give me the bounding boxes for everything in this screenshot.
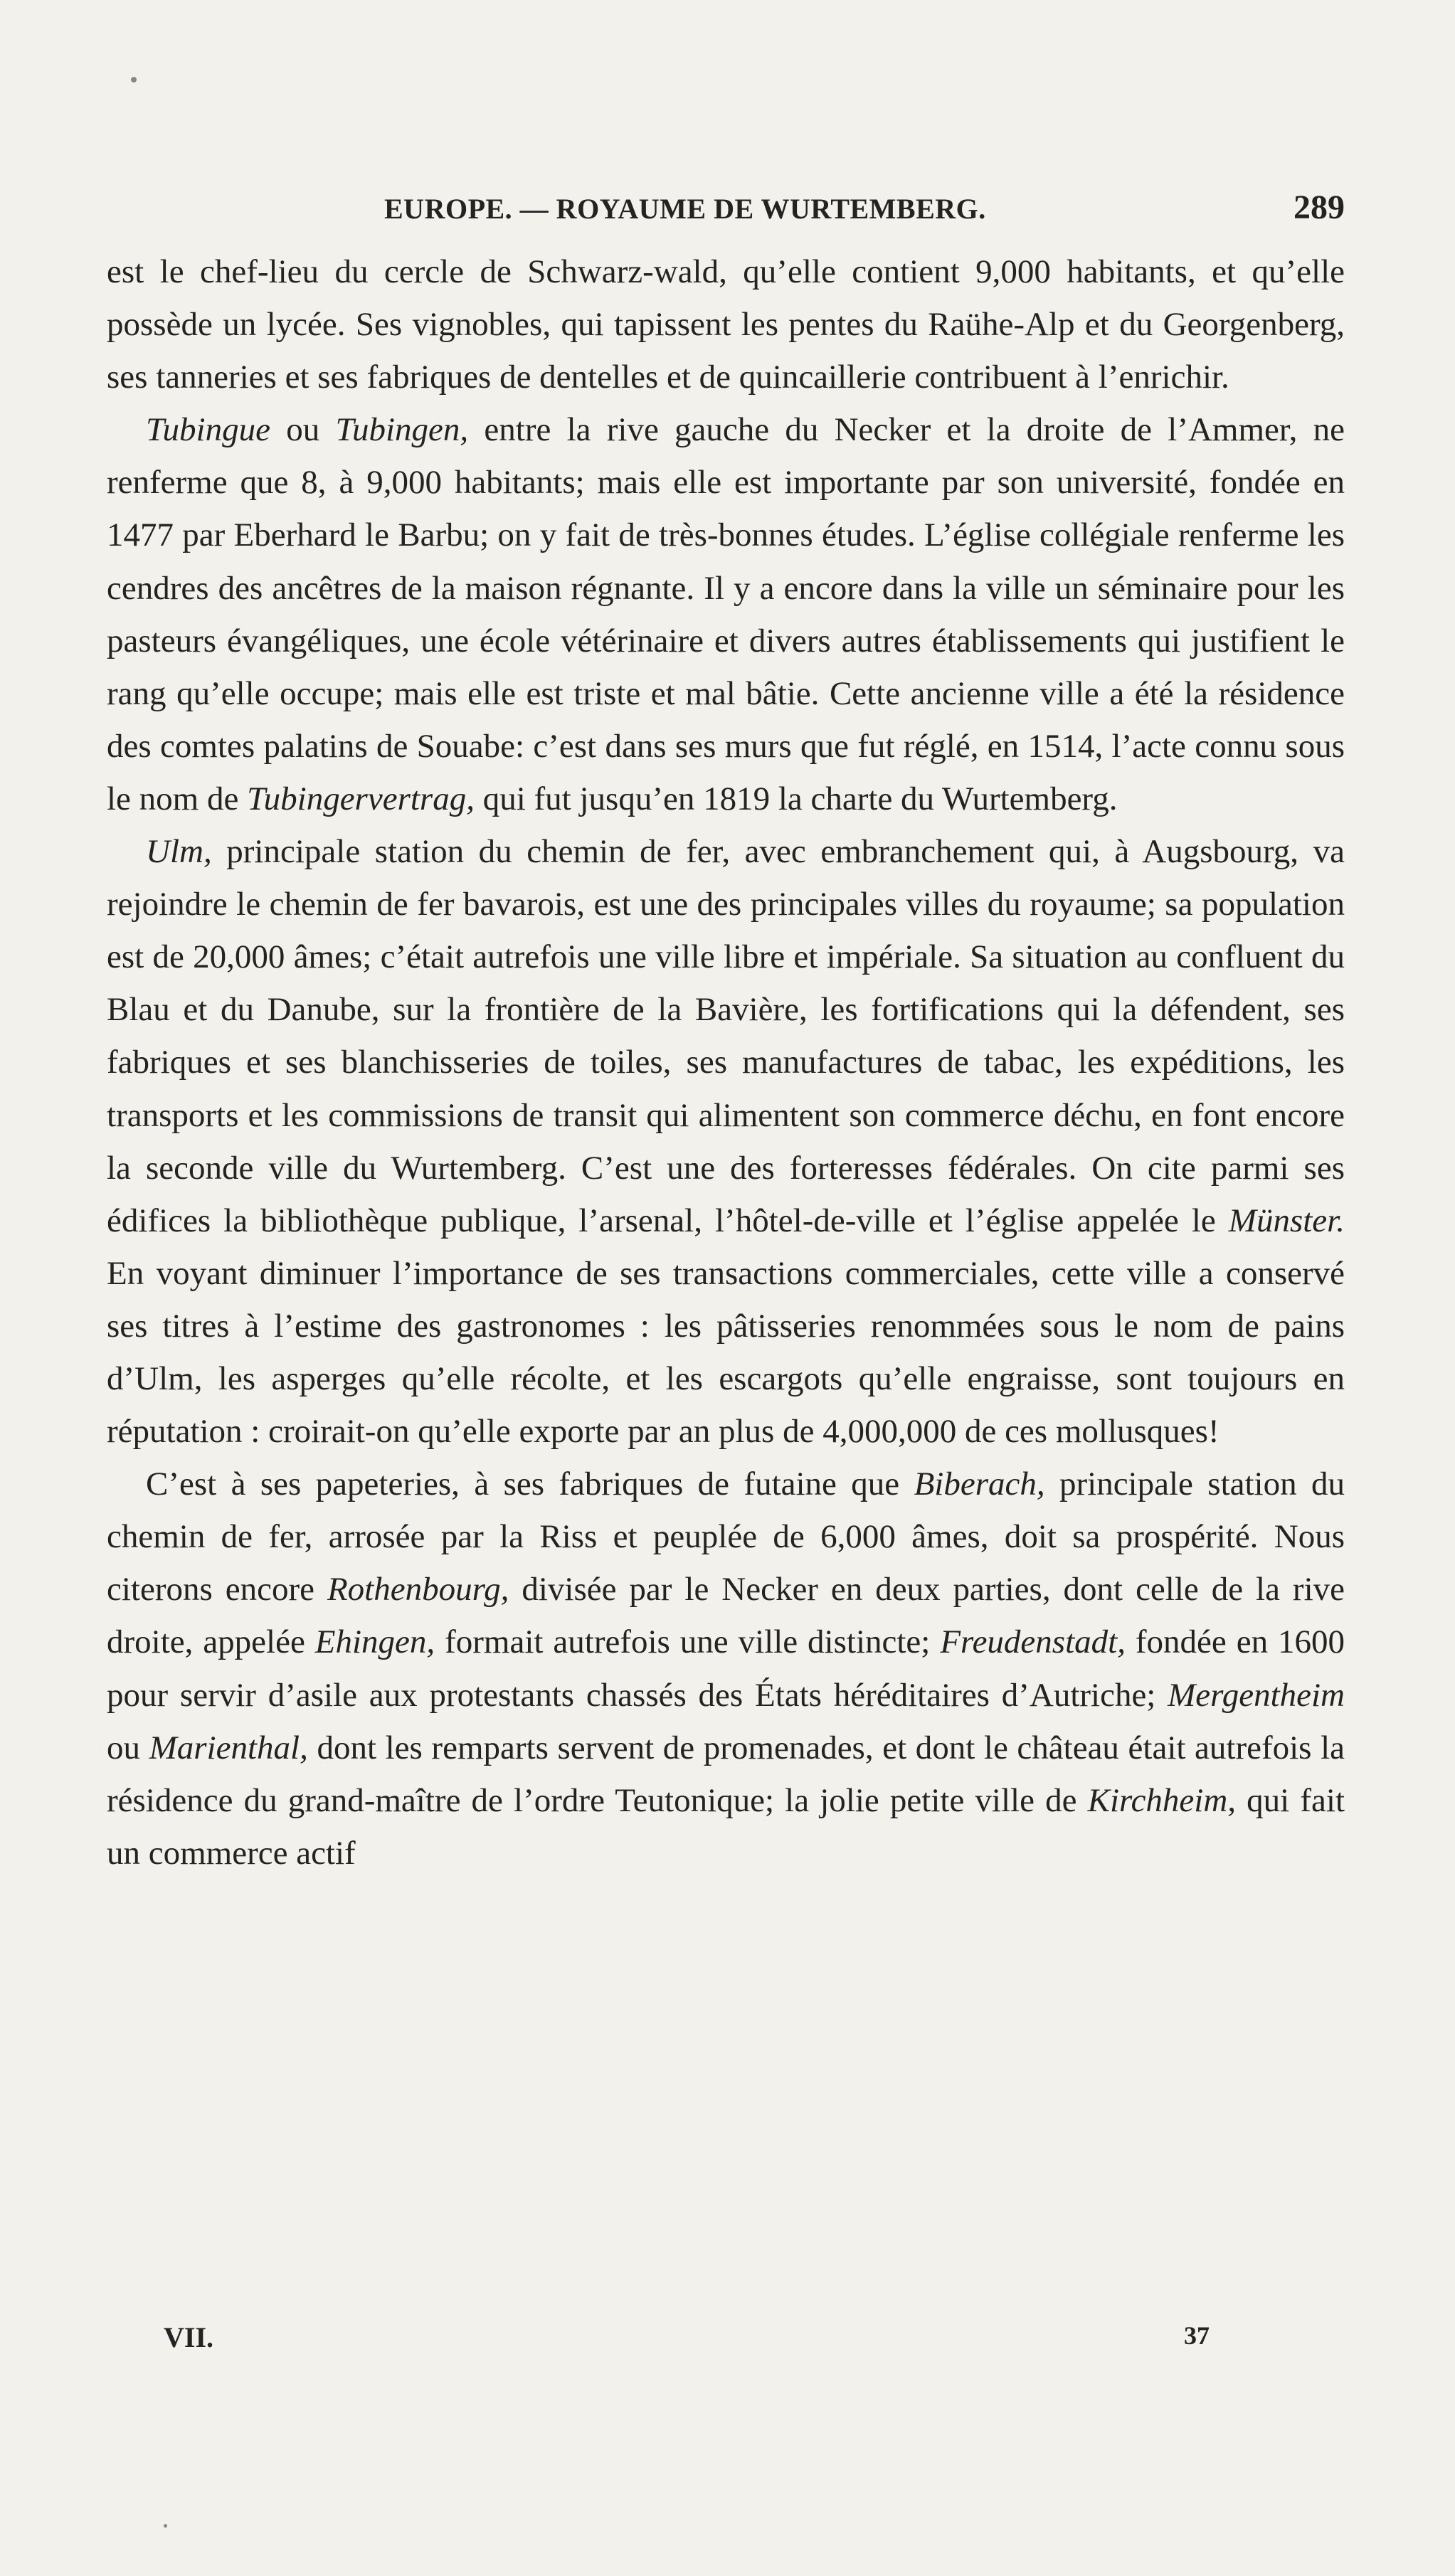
place-name: Freudenstadt,: [940, 1623, 1126, 1661]
paragraph-tubingue: [107, 403, 1345, 825]
term-name: Münster.: [1228, 1202, 1345, 1239]
place-name: Ulm,: [146, 833, 212, 871]
paragraph-text: principale station du chemin de fer, arrosée par la Riss et peuplée de 6,000 âmes, doit sa prospérité. Nous citerons encore: [107, 1465, 1345, 1608]
place-name: Biberach,: [914, 1465, 1045, 1503]
place-name: Ehingen,: [314, 1623, 435, 1661]
place-name: Mergentheim: [1168, 1676, 1345, 1714]
paragraph-text: qui fut jusqu’en 1819 la charte du Wurtemberg.: [474, 780, 1118, 817]
sheet-number: 37: [1184, 2321, 1210, 2350]
paragraph-ulm: [107, 825, 1345, 1458]
place-name: Tubingen,: [335, 411, 469, 449]
paragraph-text: formait autrefois une ville distincte;: [435, 1623, 941, 1661]
paragraph-text: principale station du chemin de fer, avec embranchement qui, à Augsbourg, va rejoindre le chemin de fer bavarois, est une des principales villes du royaume; sa population est de 20,000 âmes; c’était autrefois une ville libre et impériale. Sa situation au confluent du Blau et du Danube, sur la frontière de la Bavière, les fortifications qui la défendent, ses fabriques et ses blanchisseries de toiles, ses manufactures de tabac, les expéditions, les transports et les commissions de transit qui alimentent son commerce déchu, en font encore la seconde ville du Wurtemberg. C’est une des forteresses fédérales. On cite parmi ses édifices la bibliothèque publique, l’arsenal, l’hôtel-de-ville et l’église appelée le: [107, 833, 1345, 1239]
paragraph-text: fondée en 1600 pour servir d’asile aux protestants chassés des États héréditaires d’Autriche;: [107, 1623, 1345, 1714]
running-head: EUROPE. — ROYAUME DE WURTEMBERG.: [384, 193, 986, 225]
paragraph-text: En voyant diminuer l’importance de ses transactions commerciales, cette ville a conservé ses titres à l’estime des gastronomes : les pâtisseries renommées sous le nom de pains d’Ulm, les asperges qu’elle récolte, et les escargots qu’elle engraisse, sont toujours en réputation : croirait-on qu’elle exporte par an plus de 4,000,000 de ces mollusques!: [107, 1254, 1345, 1451]
page-header: [107, 186, 1345, 229]
paragraph-1: [107, 245, 1345, 403]
signature-mark: VII.: [164, 2321, 214, 2353]
term-name: Tubingervertrag,: [247, 780, 475, 817]
place-name: Rothenbourg,: [327, 1571, 509, 1608]
place-name: Marienthal,: [149, 1729, 308, 1766]
paragraph-text: est le chef-lieu du cercle de Schwarz-wald, qu’elle contient 9,000 habitants, et qu’elle possède un lycée. Ses vignobles, qui tapissent les pentes du Raühe-Alp et du Georgenberg, ses tanneries et ses fabriques de dentelles et de quincaillerie contribuent à l’enrichir.: [107, 253, 1345, 396]
page-footer: [164, 2321, 1210, 2363]
paragraph-text: ou: [107, 1729, 149, 1766]
paragraph-text: entre la rive gauche du Necker et la droite de l’Ammer, ne renferme que 8, à 9,000 habitants; mais elle est importante par son université, fondée en 1477 par Eberhard le Barbu; on y fait de très-bonnes études. L’église collégiale renferme les cendres des ancêtres de la maison régnante. Il y a encore dans la ville un séminaire pour les pasteurs évangéliques, une école vétérinaire et divers autres établissements qui justifient le rang qu’elle occupe; mais elle est triste et mal bâtie. Cette ancienne ville a été la résidence des comtes palatins de Souabe: c’est dans ses murs que fut réglé, en 1514, l’acte connu sous le nom de: [107, 411, 1345, 817]
paragraph-text: qui fait un commerce actif: [107, 1781, 1345, 1872]
paragraph-text: ou: [270, 411, 336, 449]
place-name: Kirchheim,: [1087, 1781, 1237, 1819]
page-number: 289: [1293, 189, 1345, 226]
paragraph-text: divisée par le Necker en deux parties, dont celle de la rive droite, appelée: [107, 1571, 1345, 1661]
print-speck: [131, 77, 137, 83]
paragraph-text: dont les remparts servent de promenades, et dont le château était autrefois la résidence du grand-maître de l’ordre Teutonique; la jolie petite ville de: [107, 1729, 1345, 1819]
paragraph-biberach: [107, 1458, 1345, 1880]
paragraph-text: C’est à ses papeteries, à ses fabriques de futaine que: [146, 1465, 914, 1503]
body-text: [107, 245, 1345, 1880]
place-name: Tubingue: [146, 411, 270, 449]
print-speck: [164, 2524, 167, 2528]
